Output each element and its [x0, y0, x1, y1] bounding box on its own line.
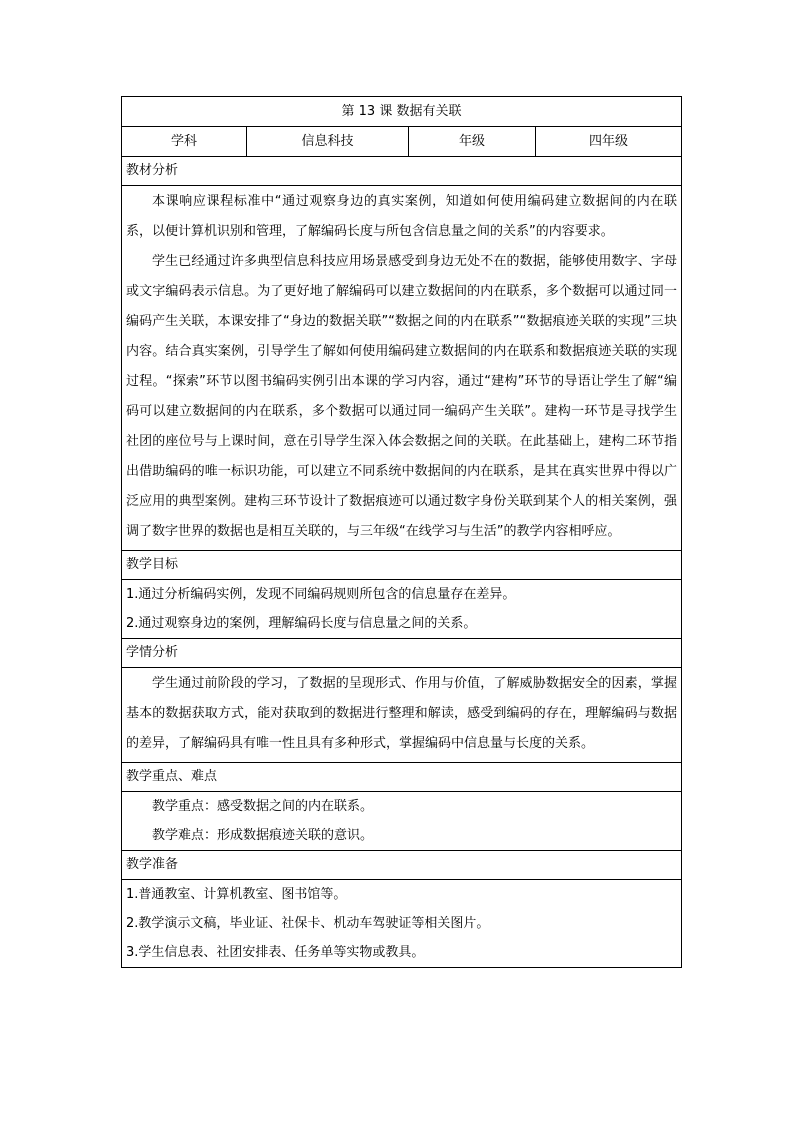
teaching-goals-heading: 教学目标: [122, 551, 682, 580]
keypoints-body: [122, 792, 682, 851]
preparation-item-2: 2.教学演示文稿，毕业证、社保卡、机动车驾驶证等相关图片。: [126, 916, 490, 931]
teaching-goals-body: [122, 580, 682, 639]
keypoints-heading: 教学重点、难点: [122, 763, 682, 792]
textbook-analysis-heading: 教材分析: [122, 157, 682, 186]
lesson-plan-sheet: [121, 96, 681, 968]
learner-analysis-heading: 学情分析: [122, 639, 682, 668]
goal-item-2: 2.通过观察身边的案例，理解编码长度与信息量之间的关系。: [126, 616, 477, 631]
grade-value: 四年级: [536, 127, 682, 157]
textbook-paragraph-2: 学生已经通过许多典型信息科技应用场景感受到身边无处不在的数据，能够使用数字、字母或文字编码表示信息。为了更好地了解编码可以建立数据间的内在联系，多个数据可以通过同一编码产生关联，本课安排了“身边的数据关联”“数据之间的内在联系”“数据痕迹关联的实现”三块内容。结合真实案例，引导学生了解如何使用编码建立数据间的内在联系和数据痕迹关联的实现过程。“探索”环节以图书编码实例引出本课的学习内容，通过“建构”环节的导语让学生了解“编码可以建立数据间的内在联系，多个数据可以通过同一编码产生关联”。建构一环节是寻找学生社团的座位号与上课时间，意在引导学生深入体会数据之间的关联。在此基础上，建构二环节指出借助编码的唯一标识功能，可以建立不同系统中数据间的内在联系，是其在真实世界中得以广泛应用的典型案例。建构三环节设计了数据痕迹可以通过数字身份关联到某个人的相关案例，强调了数字世界的数据也是相互关联的，与三年级“在线学习与生活”的教学内容相呼应。: [126, 254, 678, 539]
subject-label: 学科: [122, 127, 247, 157]
lesson-title: 第 13 课 数据有关联: [122, 97, 682, 127]
preparation-body: [122, 880, 682, 968]
subject-value: 信息科技: [247, 127, 409, 157]
preparation-item-3: 3.学生信息表、社团安排表、任务单等实物或教具。: [126, 945, 425, 960]
preparation-item-1: 1.普通教室、计算机教室、图书馆等。: [126, 887, 347, 902]
key-point: 教学重点：感受数据之间的内在联系。: [152, 799, 374, 814]
goal-item-1: 1.通过分析编码实例，发现不同编码规则所包含的信息量存在差异。: [126, 587, 516, 602]
difficult-point: 教学难点：形成数据痕迹关联的意识。: [152, 828, 374, 843]
learner-analysis-body: 学生通过前阶段的学习，了数据的呈现形式、作用与价值，了解威胁数据安全的因素，掌握基本的数据获取方式，能对获取到的数据进行整理和解读，感受到编码的存在，理解编码与数据的差异，了解编码具有唯一性且具有多种形式，掌握编码中信息量与长度的关系。: [122, 668, 682, 763]
textbook-paragraph-1: 本课响应课程标准中“通过观察身边的真实案例，知道如何使用编码建立数据间的内在联系，以便计算机识别和管理，了解编码长度与所包含信息量之间的关系”的内容要求。: [126, 194, 678, 239]
grade-label: 年级: [409, 127, 536, 157]
lesson-plan-table: [121, 96, 682, 968]
preparation-heading: 教学准备: [122, 851, 682, 880]
textbook-analysis-body: [122, 186, 682, 551]
